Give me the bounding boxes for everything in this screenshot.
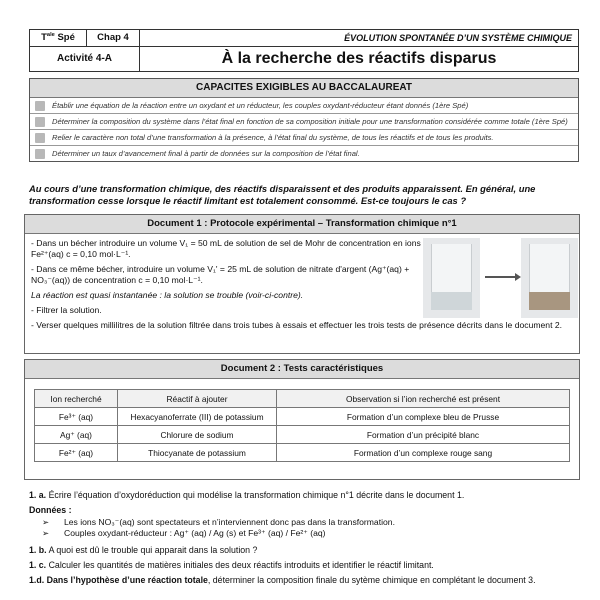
question-text: Écrire l’équation d’oxydoréduction qui modélise la transformation chimique n°1 décrite dans le document 1. [46, 490, 465, 500]
reagent-cell: Chlorure de sodium [118, 426, 277, 444]
reagent-cell: Hexacyanoferrate (III) de potassium [118, 408, 277, 426]
ion-cell: Fe³⁺ (aq) [35, 408, 118, 426]
capacite-text: Déterminer la composition du système dans l’état final en fonction de sa composition initiale pour une transformation considérée comme totale (1ère Spé) [52, 116, 568, 126]
protocol-step-1: - Dans un bécher introduire un volume V₁ = 50 mL de solution de sel de Mohr de concentration en ions Fe²⁺(aq) c = 0,10 mol·L⁻¹. [31, 238, 421, 259]
document-2 [24, 359, 580, 480]
level-text: T [41, 32, 47, 43]
protocol-note: La réaction est quasi instantanée : la solution se trouble (voir-ci-contre). [31, 290, 304, 300]
question-label: 1. b. [29, 545, 47, 555]
capacites-box [29, 78, 579, 162]
question-1a [29, 490, 581, 501]
document-1-title: Document 1 : Protocole expérimental – Transformation chimique n°1 [25, 215, 579, 234]
capacite-item [30, 130, 578, 146]
observation-cell: Formation d’un précipité blanc [277, 426, 570, 444]
column-header: Observation si l’ion recherché est présent [277, 390, 570, 408]
question-text: , déterminer la composition finale du sytème chimique en complétant le document 3. [207, 575, 536, 585]
skill-icon [30, 101, 50, 111]
protocol-step-2: - Dans ce même bécher, introduire un volume V₁' = 25 mL de solution de nitrate d'argent (Ag⁺(aq) + NO₃⁻(aq)) de concentration c = 0,10 mol·L⁻¹. [31, 264, 410, 285]
skill-icon [30, 133, 50, 143]
donnee-text: Couples oxydant-réducteur : Ag⁺ (aq) / Ag (s) et Fe³⁺ (aq) / Fe²⁺ (aq) [64, 528, 326, 538]
observation-cell: Formation d’un complexe bleu de Prusse [277, 408, 570, 426]
capacite-item [30, 98, 578, 114]
table-row [35, 426, 570, 444]
intro-question: Au cours d’une transformation chimique, des réactifs disparaissent et des produits apparaissent. En général, une transformation cesse lorsque le réactif limitant est totalement consommé. Est-ce toujours le cas ? [29, 183, 536, 206]
question-1c [29, 560, 581, 571]
level-suffix: Spé [54, 32, 75, 43]
question-text: A quoi est dû le trouble qui apparait dans la solution ? [46, 545, 258, 555]
ion-cell: Fe²⁺ (aq) [35, 444, 118, 462]
cloudy-solution-beaker [521, 238, 578, 318]
question-text: Calculer les quantités de matières initiales des deux réactifs introduits et identifier le réactif limitant. [46, 560, 434, 570]
protocol-step-4: - Verser quelques millilitres de la solution filtrée dans trois tubes à essais et effectuer les trois tests de présence décrits dans le document 2. [31, 320, 563, 330]
tests-table [34, 389, 570, 462]
header-table [29, 29, 579, 72]
clear-solution-beaker [423, 238, 480, 318]
question-1b [29, 545, 581, 556]
level-sup: ale [46, 31, 55, 38]
donnees-label [29, 505, 581, 516]
ion-cell: Ag⁺ (aq) [35, 426, 118, 444]
table-row [35, 408, 570, 426]
page-title: À la recherche des réactifs disparus [221, 50, 497, 67]
question-1d [29, 575, 581, 586]
capacite-item [30, 146, 578, 161]
document-2-title: Document 2 : Tests caractéristiques [25, 360, 579, 379]
table-row [35, 444, 570, 462]
capacite-text: Déterminer un taux d’avancement final à partir de données sur la composition de l’état final. [52, 148, 360, 158]
skill-icon [30, 149, 50, 159]
activity-cell: Activité 4-A [30, 47, 140, 71]
question-label: 1. a. [29, 490, 47, 500]
donnee-item [42, 528, 326, 539]
level-cell [30, 30, 87, 46]
capacites-title: CAPACITES EXIGIBLES AU BACCALAUREAT [30, 79, 578, 98]
beaker-photos [423, 238, 583, 318]
theme-cell: ÉVOLUTION SPONTANÉE D’UN SYSTÈME CHIMIQUE [344, 33, 572, 43]
skill-icon [30, 117, 50, 127]
observation-cell: Formation d’un complexe rouge sang [277, 444, 570, 462]
donnee-text: Les ions NO₃⁻(aq) sont spectateurs et n’interviennent donc pas dans la transformation. [64, 517, 395, 527]
donnees-heading: Données : [29, 505, 72, 515]
donnee-item [42, 517, 395, 528]
column-header: Ion recherché [35, 390, 118, 408]
bullet-arrow-icon: ➢ [42, 517, 50, 527]
question-label: 1.d. Dans l’hypothèse d’une réaction totale [29, 575, 208, 585]
bullet-arrow-icon: ➢ [42, 528, 50, 538]
protocol-step-3: - Filtrer la solution. [31, 305, 102, 315]
capacite-item [30, 114, 578, 130]
column-header: Réactif à ajouter [118, 390, 277, 408]
capacite-text: Relier le caractère non total d’une transformation à la présence, à l’état final du système, de tous les réactifs et de tous les produits. [52, 132, 494, 142]
arrow-right-icon [485, 276, 517, 278]
chapter-cell: Chap 4 [87, 30, 140, 46]
capacite-text: Établir une équation de la réaction entre un oxydant et un réducteur, les couples oxydant-réducteur étant donnés (1ère Spé) [52, 100, 469, 110]
question-label: 1. c. [29, 560, 47, 570]
reagent-cell: Thiocyanate de potassium [118, 444, 277, 462]
